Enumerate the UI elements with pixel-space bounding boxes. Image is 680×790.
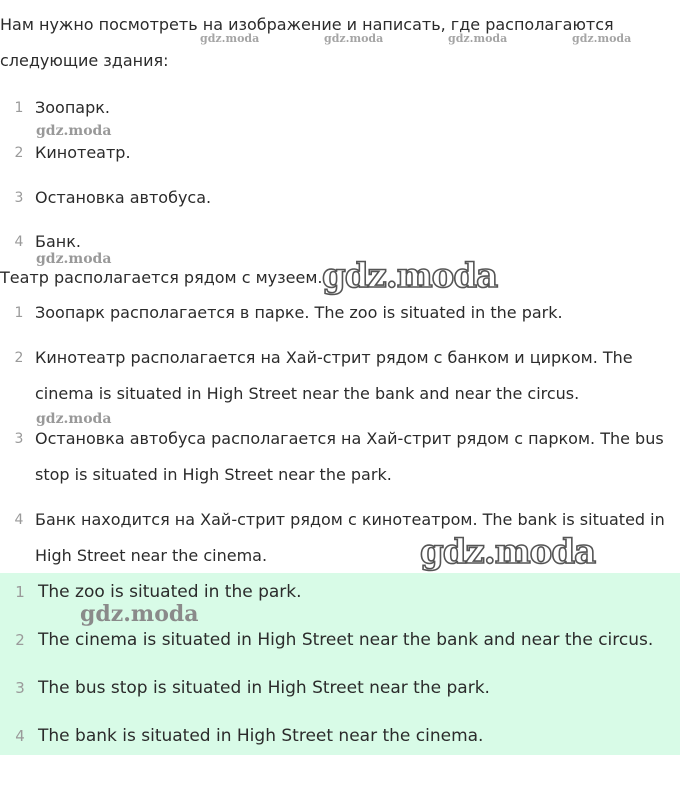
watermark: gdz.moda (36, 123, 112, 139)
item-number: 3 (14, 190, 24, 206)
note-text: Театр располагается рядом с музеем. (0, 268, 323, 287)
answer-number: 3 (15, 679, 25, 697)
item-text: Кинотеатр. (35, 143, 131, 162)
list-item (0, 421, 670, 493)
item-number: 4 (14, 234, 24, 250)
item-text: Банк находится на Хай-стрит рядом с кинотеатром. The bank is situated in High Street near the cinema. (35, 510, 665, 565)
item-number: 1 (14, 305, 24, 321)
watermark: gdz.moda (36, 411, 112, 427)
item-number: 2 (14, 145, 24, 161)
list-item (0, 295, 670, 331)
watermark: gdz.moda (80, 601, 199, 627)
item-text: Остановка автобуса. (35, 188, 212, 207)
intro-text: Нам нужно посмотреть на изображение и написать, где располагаются следующие здания: (0, 15, 614, 70)
item-text: Зоопарк. (35, 98, 111, 117)
answer-number: 4 (15, 727, 25, 745)
list-item (0, 180, 670, 216)
list-item (0, 90, 670, 126)
answer-item (0, 673, 680, 703)
watermark: gdz.moda (322, 256, 498, 296)
item-text: Остановка автобуса располагается на Хай-стрит рядом с парком. The bus stop is situated in High Street near the park. (35, 429, 664, 484)
item-number: 3 (14, 431, 24, 447)
list-item (0, 340, 670, 412)
answer-number: 2 (15, 631, 25, 649)
watermark: gdz.moda (448, 32, 508, 45)
answer-text: The bank is situated in High Street near the cinema. (38, 726, 484, 746)
watermark: gdz.moda (200, 32, 260, 45)
item-text: Зоопарк располагается в парке. The zoo is situated in the park. (35, 303, 563, 322)
watermark: gdz.moda (572, 32, 632, 45)
answer-text: The bus stop is situated in High Street near the park. (38, 678, 490, 698)
answer-item (0, 625, 680, 655)
item-text: Банк. (35, 232, 81, 251)
watermark: gdz.moda (324, 32, 384, 45)
answer-text: The zoo is situated in the park. (38, 582, 302, 602)
answer-number: 1 (15, 583, 25, 601)
item-text: Кинотеатр располагается на Хай-стрит рядом с банком и цирком. The cinema is situated in High Street near the bank and near the circus. (35, 348, 633, 403)
list-item (0, 135, 670, 171)
watermark: gdz.moda (420, 532, 596, 572)
watermark: gdz.moda (36, 251, 112, 267)
item-number: 2 (14, 350, 24, 366)
item-number: 1 (14, 100, 24, 116)
answer-text: The cinema is situated in High Street near the bank and near the circus. (38, 630, 654, 650)
answer-item (0, 721, 680, 751)
item-number: 4 (14, 512, 24, 528)
